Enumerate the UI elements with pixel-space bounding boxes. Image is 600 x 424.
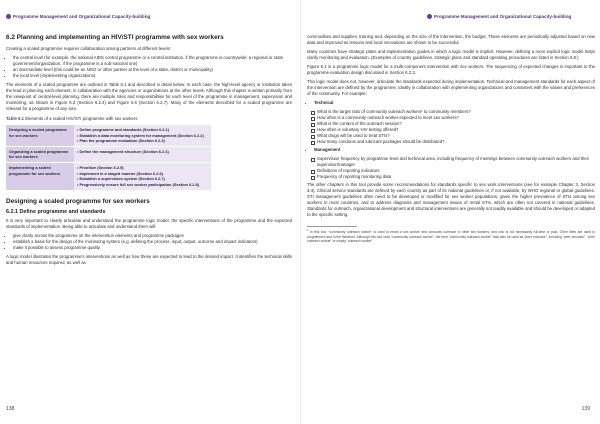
elements-table <box>6 124 211 191</box>
footnote-text: In this tool, “community outreach worker” is used to mean a sex worker who conducts outreach to other sex workers, and who is not necessarily full-time or paid. Other titles are used in programmes and in the literature. Although this tool uses “community outreach worker”, the term “community outreach worker” may also be used as “peer educator”, including “peer educator”, “peer outreach worker” or simply “outreach worker”. <box>307 230 596 244</box>
right-content <box>307 34 595 244</box>
table-item: • Establish a supervision system (Section 6.2.7) <box>77 176 165 182</box>
table-row-items <box>74 147 211 162</box>
paragraph: Many countries have strategic plans and implementation guides in which a logic model is implicit. However, defining a more explicit logic model helps clarify monitoring and evaluation. (Examples of country guidelines, strategic plans and standard operating procedures are listed in Section 6.8.) <box>307 49 595 61</box>
table-number: Table 6.1 <box>6 115 25 121</box>
running-head-text: Programme Management and Organizational Capacity-building <box>434 14 572 19</box>
table-row-label: Designing a scaled programme for sex workers <box>6 125 74 146</box>
standards-list <box>307 100 595 106</box>
list-item: How often is a community outreach worker expected to meet sex workers? <box>317 115 595 121</box>
paragraph: The other chapters in this tool provide some recommendations for standards specific to sex work interventions (see for example Chapter 3, Section 3.4). Clinical service standards are defined by each country as part of its national guidelines or, if not available, by WHO regional or global guidelines. STI management guidelines often need to be developed or modified for sex worker populations, given the higher prevalence of STIs among sex workers in most countries, and to address diagnosis and management issues of rectal STIs, which are often not covered in national guidelines. Standards for outreach, organizational development and structural interventions are generally not readily available and should be developed or adapted to the specific setting. <box>307 182 595 218</box>
footnote-mark: 1 <box>307 229 309 233</box>
technical-list <box>307 109 595 145</box>
list-item: • establish a basis for the design of the monitoring system (e.g. defining the process, input, output, outcome and impact indicators) <box>13 239 292 245</box>
list-item: Frequency of reporting monitoring data <box>317 174 595 180</box>
page-number-left: 138 <box>6 406 15 412</box>
list-item: What is the content of the outreach session? <box>317 121 595 127</box>
list-item: • the central level (for example, the national AIDS control programme or a central institution, if the programme is countrywide; a regional or state government/organization, if the programme is a sub-national one) <box>13 55 292 67</box>
list-item: Definitions of reporting indicators <box>317 168 595 174</box>
table-item: • Implement in a staged manner (Section 6.2.6) <box>77 170 163 176</box>
paragraph: The elements of a scaled programme are outlined in Table 6.1 and described in detail below. In each case, the high-level agency or institution takes the lead in planning each element, in collaboration with the agencies or organizations at the other levels. Although this chapter is written primarily from the viewpoint of central-level planning, there are multiple roles and responsibilities for each level of the programme in management, supervision and monitoring, as shown in Figure 6.3 (Section 6.2.4) and Figure 6.6 (Section 6.2.7). Many of the elements described for a scaled programme are relevant for a programme of any size. <box>6 81 292 111</box>
paragraph: commodities and supplies, training and, depending on the size of the intervention, the budget. These elements are periodically adjusted based on new data and improved as lessons and local innovations are shown to be successful. <box>307 34 595 46</box>
table-item: • Progressively ensure full sex worker participation (Section 6.2.8) <box>77 182 200 188</box>
management-label: Management <box>314 147 341 153</box>
table-item: • Prioritize (Section 6.2.5) <box>77 165 124 171</box>
list-item: • make it possible to assess programme quality. <box>13 245 292 251</box>
table-row-items <box>74 125 211 146</box>
intro-paragraph: Creating a scaled programme requires collaboration among partners at different levels: <box>6 45 171 51</box>
table-row-label: Implementing a scaled programme for sex workers <box>6 163 74 190</box>
management-list <box>307 156 595 180</box>
table-row <box>6 163 211 190</box>
running-head-right <box>427 14 571 19</box>
standards-list <box>307 147 595 153</box>
table-caption <box>6 116 292 121</box>
paragraph: Figure 6.1 is a programme logic model for a multi-component intervention with sex workers. The sequencing of expected changes is important to the programme evaluation design discussed in Section 6.2.3. <box>307 64 595 76</box>
chapter-badge-icon <box>6 14 11 19</box>
table-item: • Plan the programme evaluation (Section 6.2.3) <box>77 138 165 144</box>
right-page <box>300 0 600 424</box>
list-item <box>314 100 595 106</box>
list-item: • the local level (implementing organizations). <box>13 73 292 79</box>
page-number-right: 139 <box>581 406 590 412</box>
levels-list <box>6 55 292 79</box>
chapter-badge-icon <box>427 14 432 19</box>
list-item: Supervision frequency by programme level and technical area, including frequency of meetings between community outreach workers and their supervisor/manager <box>317 156 595 168</box>
footnote-divider <box>307 226 357 227</box>
technical-label: Technical <box>314 100 334 106</box>
paragraph: It is very important to clearly articulate and understand the programme logic model, the specific interventions of the programme and the expected standards of implementation. Being able to articulate and understand them will: <box>6 217 292 229</box>
table-row <box>6 125 211 146</box>
benefits-list <box>6 233 292 251</box>
subsection-title: Designing a scaled programme for sex workers <box>6 197 150 205</box>
list-item: What drugs will be used to treat STIs? <box>317 133 595 139</box>
list-item: What is the target ratio of community outreach workers¹ to community members? <box>317 109 595 115</box>
list-item: • an intermediate level (this could be an NGO or other partner at the level of a state, district or municipality) <box>13 67 292 73</box>
table-item: • Define the management structure (Section 6.2.4) <box>77 148 169 154</box>
table-caption-text: Elements of a scaled HIV/STI programme with sex workers <box>24 115 138 121</box>
running-head-text: Programme Management and Organizational Capacity-building <box>13 14 151 19</box>
footnote <box>307 229 595 243</box>
list-item: How many condoms and lubricant packages should be distributed? <box>317 139 595 145</box>
left-content <box>6 34 292 269</box>
table-item: • Define programme and standards (Section 6.2.1) <box>77 126 169 132</box>
list-item: How often is voluntary HIV testing offered? <box>317 127 595 133</box>
table-row-label: Organizing a scaled programme for sex workers <box>6 147 74 162</box>
section-title: 6.2 Planning and implementing an HIV/STI programme with sex workers <box>6 34 224 41</box>
table-item: • Establish a data monitoring system for management (Section 6.2.2) <box>77 132 204 138</box>
list-item <box>314 147 595 153</box>
table-row <box>6 147 211 162</box>
list-item: • give clarity across the programme on the intervention elements and programme packages <box>13 233 292 239</box>
paragraph: This logic model does not, however, articulate the standards expected during implementation. Technical and management standards for each aspect of the intervention are defined by the programme, ideally in collaboration with implementing organizations and consistent with the values and preferences of the community. For example: <box>307 79 595 97</box>
running-head-left <box>6 14 150 19</box>
table-row-items <box>74 163 211 190</box>
paragraph: A logic model illustrates the programme’s interventions as well as how these are expected to lead to the desired impact. It identifies the technical skills and human resources required, as well as <box>6 254 292 266</box>
subsubsection-title: 6.2.1 Define programme and standards <box>6 209 106 216</box>
